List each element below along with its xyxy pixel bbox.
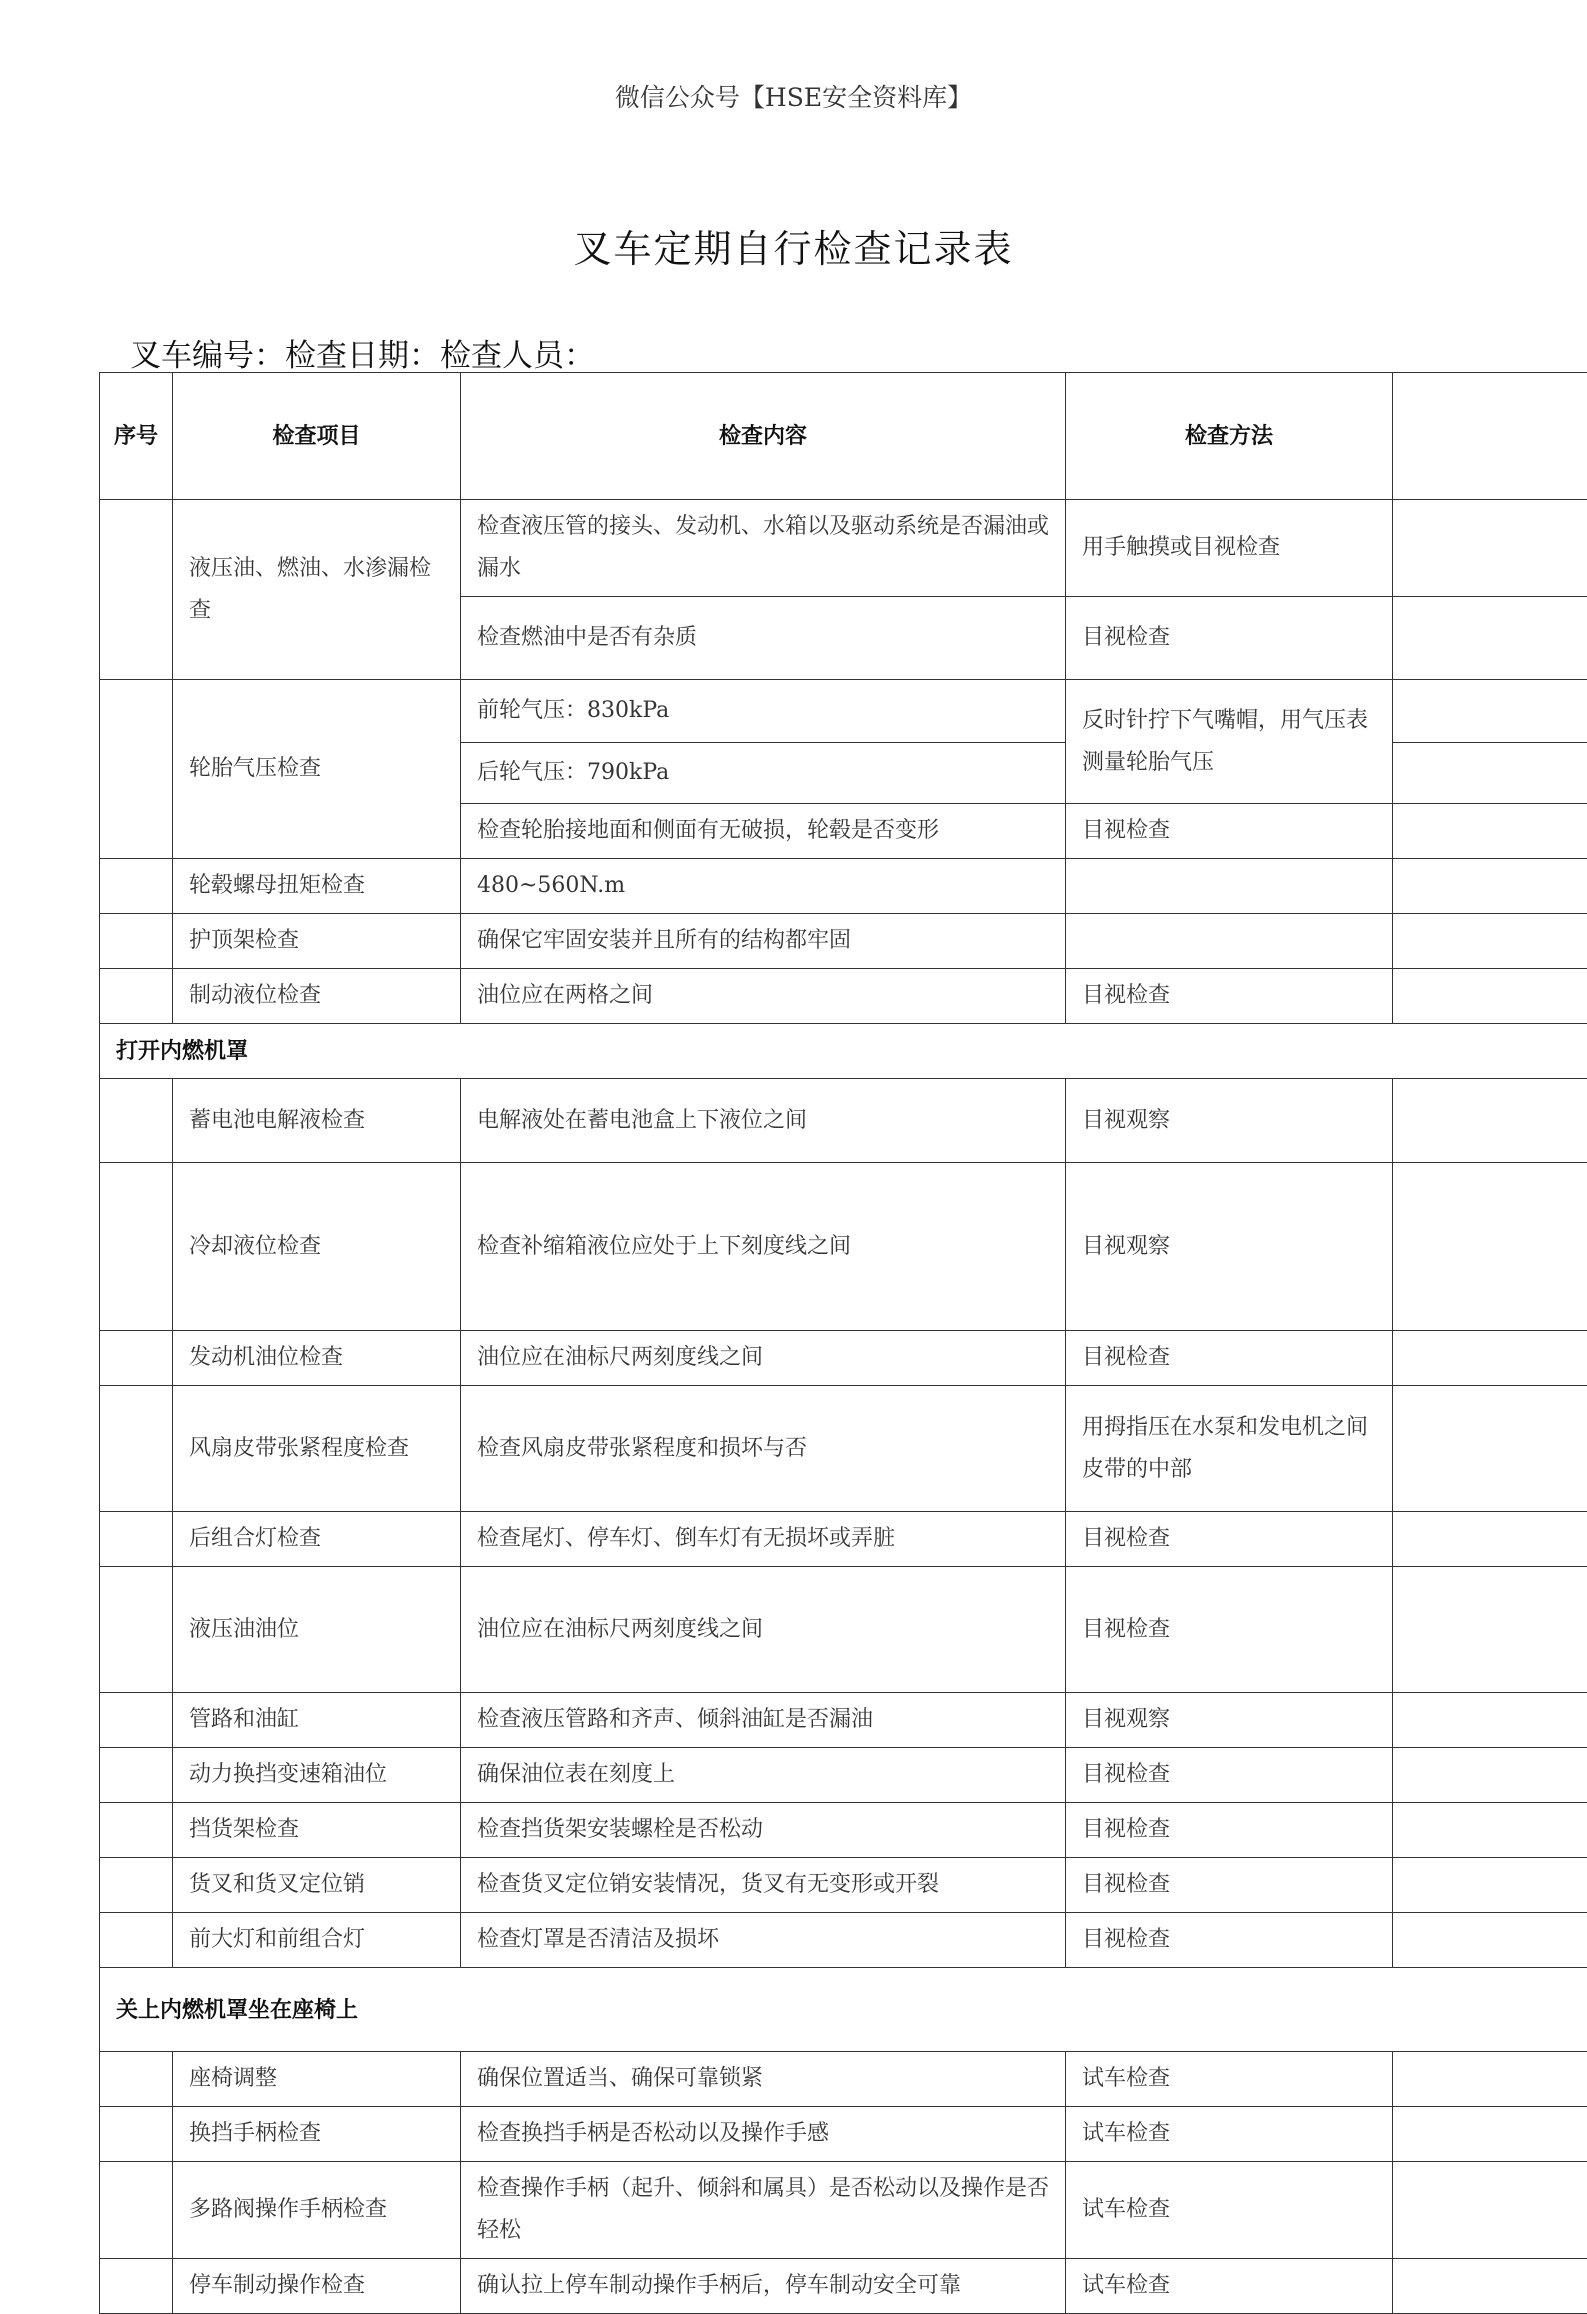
method-cell: 目视检查 [1066,1803,1393,1858]
info-line: 叉车编号：检查日期：检查人员： [130,330,595,375]
item-cell: 发动机油位检查 [173,1331,461,1386]
method-cell: 目视检查 [1066,597,1393,680]
header-item: 检查项目 [173,373,461,500]
extra-cell [1393,743,1587,804]
extra-cell [1393,1748,1587,1803]
seq-cell [100,500,173,680]
content-cell: 检查货叉定位销安装情况，货叉有无变形或开裂 [461,1858,1066,1913]
header-content: 检查内容 [461,373,1066,500]
method-cell: 试车检查 [1066,2259,1393,2314]
method-cell: 目视检查 [1066,1331,1393,1386]
method-cell: 目视检查 [1066,1512,1393,1567]
extra-cell [1393,2107,1587,2162]
seq-cell [100,2107,173,2162]
inspection-table [99,372,1587,2314]
extra-cell [1393,1386,1587,1512]
table-row [100,1512,1587,1567]
extra-cell [1393,969,1587,1024]
item-cell: 动力换挡变速箱油位 [173,1748,461,1803]
table-row [100,859,1587,914]
table-row [100,680,1587,743]
method-cell: 目视检查 [1066,1913,1393,1968]
table-row [100,1331,1587,1386]
extra-cell [1393,597,1587,680]
extra-cell [1393,914,1587,969]
method-cell: 目视检查 [1066,1858,1393,1913]
extra-cell [1393,1803,1587,1858]
extra-cell [1393,500,1587,597]
content-cell: 确保它牢固安装并且所有的结构都牢固 [461,914,1066,969]
content-cell: 检查补缩箱液位应处于上下刻度线之间 [461,1163,1066,1331]
method-cell: 反时针拧下气嘴帽，用气压表测量轮胎气压 [1066,680,1393,804]
extra-cell [1393,1079,1587,1163]
extra-cell [1393,1512,1587,1567]
item-cell: 换挡手柄检查 [173,2107,461,2162]
table-row [100,1163,1587,1331]
content-cell: 检查风扇皮带张紧程度和损坏与否 [461,1386,1066,1512]
method-cell: 目视观察 [1066,1693,1393,1748]
method-cell: 用手触摸或目视检查 [1066,500,1393,597]
item-cell: 后组合灯检查 [173,1512,461,1567]
item-cell: 多路阀操作手柄检查 [173,2162,461,2259]
method-cell: 目视观察 [1066,1079,1393,1163]
item-cell: 停车制动操作检查 [173,2259,461,2314]
content-cell: 油位应在两格之间 [461,969,1066,1024]
content-cell: 检查尾灯、停车灯、倒车灯有无损坏或弄脏 [461,1512,1066,1567]
item-cell: 护顶架检查 [173,914,461,969]
header-method: 检查方法 [1066,373,1393,500]
extra-cell [1393,1693,1587,1748]
item-cell: 制动液位检查 [173,969,461,1024]
item-cell: 座椅调整 [173,2052,461,2107]
item-cell: 液压油、燃油、水渗漏检查 [173,500,461,680]
seq-cell [100,1512,173,1567]
extra-cell [1393,1858,1587,1913]
extra-cell [1393,859,1587,914]
method-cell: 试车检查 [1066,2162,1393,2259]
section-row [100,1024,1587,1079]
table-row [100,1858,1587,1913]
table-row [100,1748,1587,1803]
content-cell: 检查液压管的接头、发动机、水箱以及驱动系统是否漏油或漏水 [461,500,1066,597]
method-cell: 目视检查 [1066,804,1393,859]
content-cell: 油位应在油标尺两刻度线之间 [461,1567,1066,1693]
seq-cell [100,1163,173,1331]
content-cell: 确保位置适当、确保可靠锁紧 [461,2052,1066,2107]
seq-cell [100,1079,173,1163]
item-cell: 液压油油位 [173,1567,461,1693]
method-cell: 目视检查 [1066,1748,1393,1803]
method-cell: 用拇指压在水泵和发电机之间皮带的中部 [1066,1386,1393,1512]
table-row [100,2107,1587,2162]
extra-cell [1393,1567,1587,1693]
seq-cell [100,1803,173,1858]
item-cell: 轮胎气压检查 [173,680,461,859]
table-row [100,1693,1587,1748]
content-cell: 油位应在油标尺两刻度线之间 [461,1331,1066,1386]
content-cell: 检查轮胎接地面和侧面有无破损，轮毂是否变形 [461,804,1066,859]
seq-cell [100,969,173,1024]
table-row [100,1803,1587,1858]
seq-cell [100,2052,173,2107]
extra-cell [1393,804,1587,859]
extra-cell [1393,2259,1587,2314]
section-heading: 打开内燃机罩 [100,1024,1587,1079]
table-row [100,2052,1587,2107]
content-cell: 检查灯罩是否清洁及损坏 [461,1913,1066,1968]
seq-cell [100,1913,173,1968]
method-cell: 试车检查 [1066,2052,1393,2107]
item-cell: 货叉和货叉定位销 [173,1858,461,1913]
seq-cell [100,2259,173,2314]
seq-cell [100,1567,173,1693]
item-cell: 轮毂螺母扭矩检查 [173,859,461,914]
method-cell: 目视检查 [1066,1567,1393,1693]
content-cell: 前轮气压：830kPa [461,680,1066,743]
item-cell: 风扇皮带张紧程度检查 [173,1386,461,1512]
item-cell: 管路和油缸 [173,1693,461,1748]
content-cell: 电解液处在蓄电池盒上下液位之间 [461,1079,1066,1163]
content-cell: 检查换挡手柄是否松动以及操作手感 [461,2107,1066,2162]
table-row [100,1079,1587,1163]
seq-cell [100,914,173,969]
section-heading: 关上内燃机罩坐在座椅上 [100,1968,1587,2052]
table-row [100,2259,1587,2314]
content-cell: 后轮气压：790kPa [461,743,1066,804]
table-row [100,1386,1587,1512]
table-row [100,914,1587,969]
item-cell: 前大灯和前组合灯 [173,1913,461,1968]
method-cell [1066,914,1393,969]
item-cell: 挡货架检查 [173,1803,461,1858]
section-row [100,1968,1587,2052]
header-extra [1393,373,1587,500]
item-cell: 冷却液位检查 [173,1163,461,1331]
seq-cell [100,1748,173,1803]
content-cell: 480~560N.m [461,859,1066,914]
content-cell: 检查液压管路和齐声、倾斜油缸是否漏油 [461,1693,1066,1748]
extra-cell [1393,1331,1587,1386]
extra-cell [1393,680,1587,743]
extra-cell [1393,1163,1587,1331]
method-cell [1066,859,1393,914]
seq-cell [100,1331,173,1386]
extra-cell [1393,1913,1587,1968]
method-cell: 目视检查 [1066,969,1393,1024]
table-row [100,1913,1587,1968]
content-cell: 确保油位表在刻度上 [461,1748,1066,1803]
content-cell: 确认拉上停车制动操作手柄后，停车制动安全可靠 [461,2259,1066,2314]
seq-cell [100,1693,173,1748]
wechat-header: 微信公众号【HSE安全资料库】 [0,78,1587,114]
seq-cell [100,1858,173,1913]
extra-cell [1393,2052,1587,2107]
seq-cell [100,2162,173,2259]
method-cell: 试车检查 [1066,2107,1393,2162]
seq-cell [100,1386,173,1512]
content-cell: 检查操作手柄（起升、倾斜和属具）是否松动以及操作是否轻松 [461,2162,1066,2259]
table-row [100,500,1587,597]
table-row [100,1567,1587,1693]
content-cell: 检查燃油中是否有杂质 [461,597,1066,680]
table-header-row [100,373,1587,500]
extra-cell [1393,2162,1587,2259]
seq-cell [100,859,173,914]
content-cell: 检查挡货架安装螺栓是否松动 [461,1803,1066,1858]
table-row [100,2162,1587,2259]
seq-cell [100,680,173,859]
item-cell: 蓄电池电解液检查 [173,1079,461,1163]
header-seq: 序号 [100,373,173,500]
document-title: 叉车定期自行检查记录表 [0,218,1587,273]
table-row [100,969,1587,1024]
method-cell: 目视观察 [1066,1163,1393,1331]
